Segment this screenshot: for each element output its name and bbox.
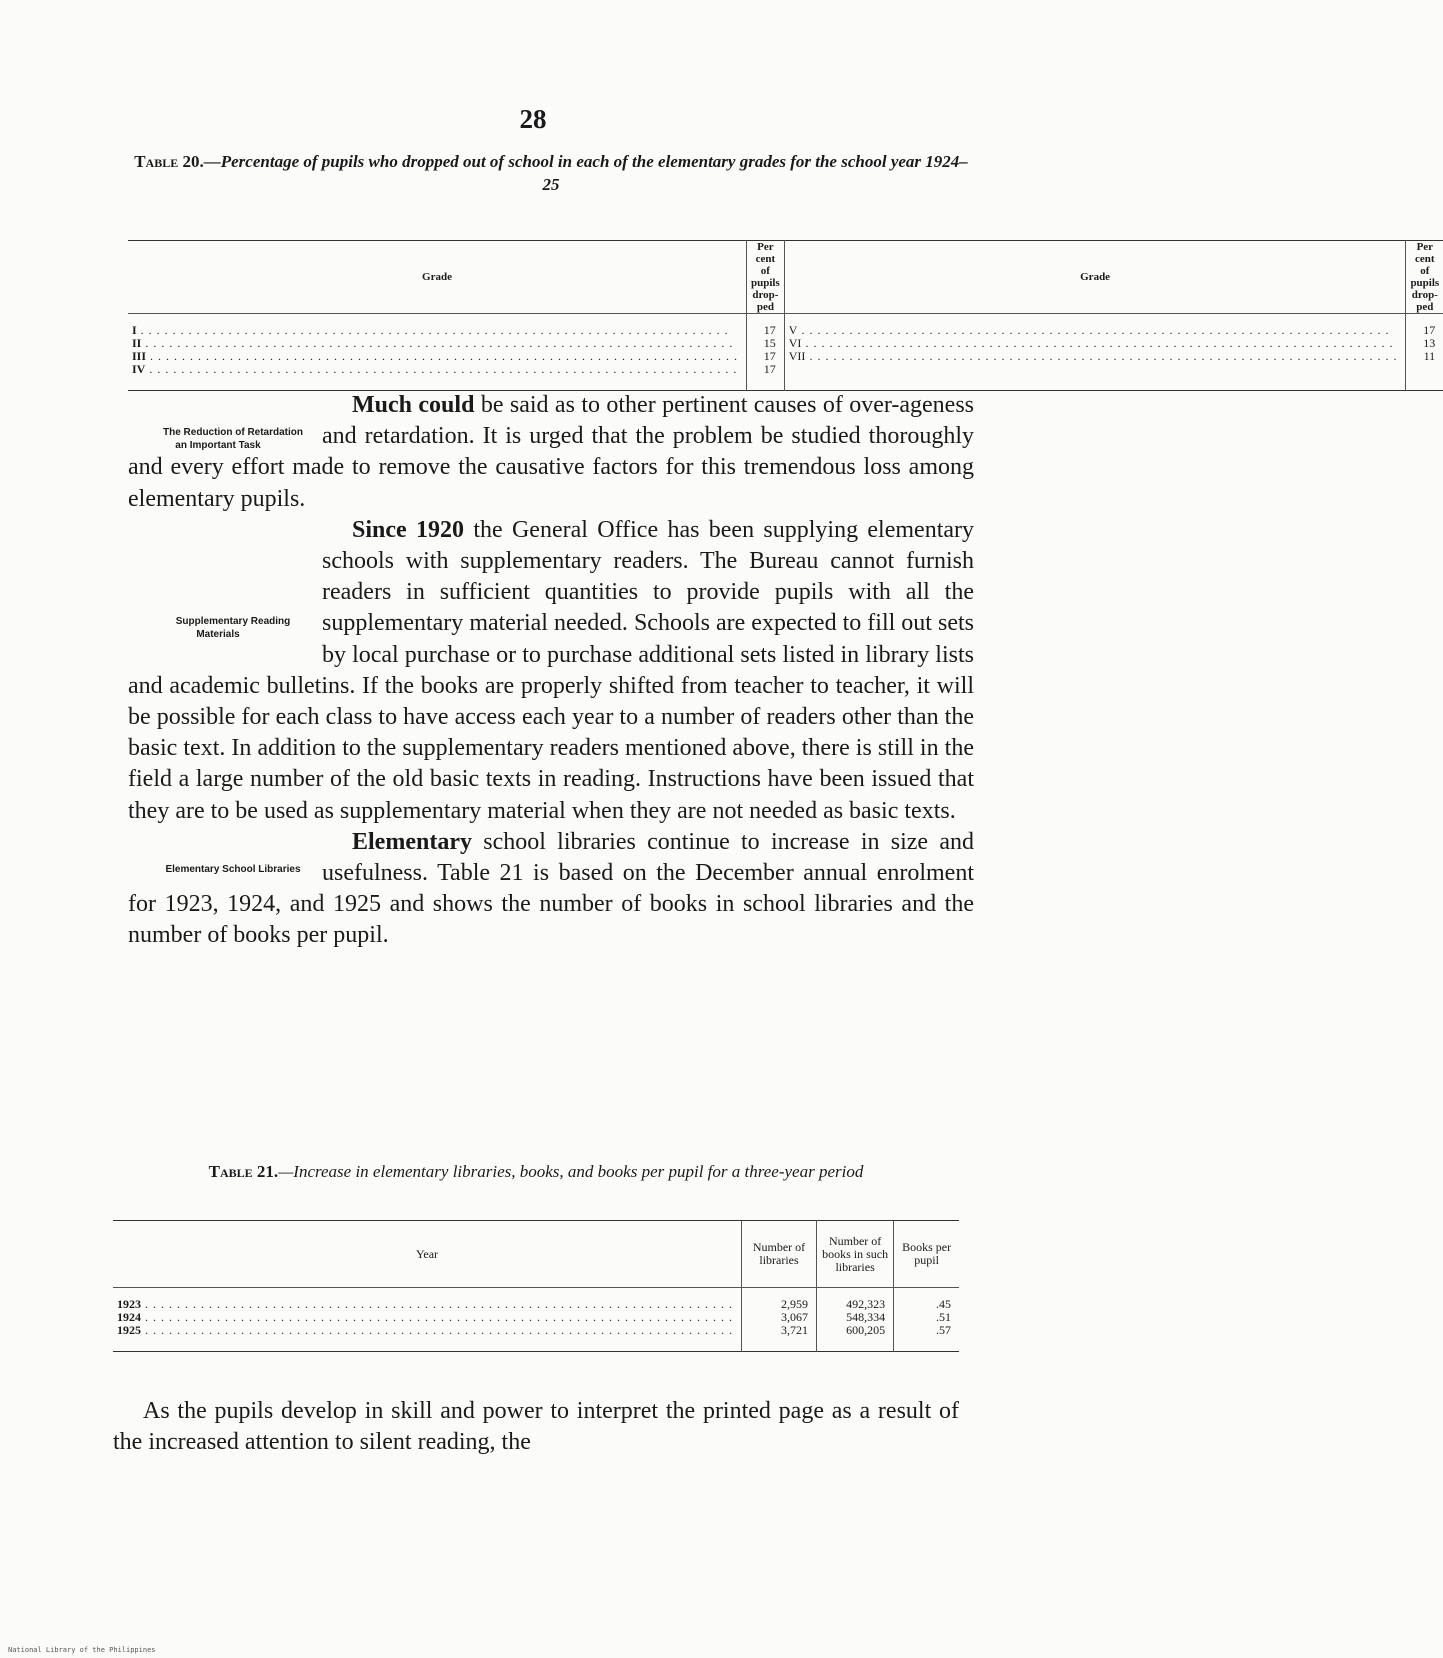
table-21-books	[817, 1288, 894, 1352]
closing-paragraph	[113, 1396, 959, 1458]
table-21-caption-text: —Increase in elementary libraries, books, and books per pupil for a three-year period	[278, 1162, 864, 1181]
table-20-grade: VI . . .	[789, 337, 1398, 350]
table-21-per-pupil-value: .57	[936, 1323, 951, 1337]
table-20-caption-text: —Percentage of pupils who dropped out of school in each of the elementary grades for the school year 1924–25	[203, 152, 968, 194]
table-20-pcts-right	[1406, 314, 1443, 391]
table-20-grade: IV . . .	[132, 363, 738, 376]
table-21-libraries	[742, 1288, 817, 1352]
paragraph-lead: Elementary	[352, 828, 472, 855]
table-20-pct: 17	[763, 362, 776, 376]
paragraph-lead: Since 1920	[352, 516, 464, 543]
library-stamp: National Library of the Philippines	[8, 1646, 156, 1654]
table-20-pcts-left	[747, 314, 785, 391]
table-21-per-pupil	[894, 1288, 959, 1352]
table-21-header-libraries: Number of libraries	[742, 1221, 817, 1288]
paragraph-libraries	[128, 827, 974, 952]
table-21-body-row	[113, 1288, 959, 1352]
table-21-libraries-value: 3,067	[781, 1310, 809, 1324]
sidenote-libraries: Elementary School Libraries	[165, 863, 301, 875]
table-21-year: 1924 . . .	[117, 1311, 733, 1324]
table-21-caption	[113, 1160, 959, 1183]
table-21-libraries-value: 2,959	[781, 1297, 809, 1311]
table-21-header-year: Year	[113, 1221, 742, 1288]
table-21-per-pupil-value: .51	[936, 1310, 951, 1324]
table-21-year: 1925 . . .	[117, 1324, 733, 1337]
table-20-grade: I . . .	[132, 324, 738, 337]
table-20-pct: 13	[1423, 336, 1436, 350]
sidenote-supplementary: Supplementary Reading Materials	[175, 615, 291, 640]
table-21-per-pupil-value: .45	[936, 1297, 951, 1311]
paragraph-lead: Much could	[352, 392, 475, 418]
table-20-grades-right	[784, 314, 1406, 391]
table-21-header-row	[113, 1221, 959, 1288]
table-21-header-books: Number of books in such libraries	[817, 1221, 894, 1288]
table-21-label: Table 21.	[208, 1162, 279, 1181]
table-20-header-pct-right: Per cent of pupils drop-ped	[1406, 241, 1443, 314]
table-20-header-grade-left: Grade	[128, 241, 747, 314]
table-20-label: Table 20.	[134, 152, 204, 171]
table-21	[113, 1220, 959, 1352]
page-number: 28	[519, 104, 547, 134]
table-21-books-value: 492,323	[846, 1297, 886, 1311]
table-20-pct: 17	[763, 323, 776, 337]
paragraph-supplementary	[128, 515, 974, 827]
table-20-pct: 11	[1423, 349, 1436, 363]
table-20-pct: 17	[1423, 323, 1436, 337]
table-21-books-value: 600,205	[846, 1323, 886, 1337]
paragraph-text: be said as to other pertinent causes of over-ageness and retardation. It is urged that the problem be studied thoroughly and every effort made to remove the causative factors for this tremendous loss among elementary pupils.	[128, 392, 975, 512]
table-20-grade: III . . .	[132, 350, 738, 363]
table-20-body-row	[128, 314, 1443, 391]
table-20	[128, 240, 1443, 391]
table-21-header-per-pupil: Books per pupil	[894, 1221, 959, 1288]
table-20-pct: 15	[763, 336, 776, 350]
table-21-year: 1923 . . .	[117, 1298, 733, 1311]
table-20-grade: V . . .	[789, 324, 1398, 337]
table-20-grade: II . . .	[132, 337, 738, 350]
table-20-header-pct-left: Per cent of pupils drop-ped	[747, 241, 785, 314]
paragraph-closing: As the pupils develop in skill and power to interpret the printed page as a result of the increased attention to silent reading, the	[113, 1398, 959, 1456]
table-20-grades-left	[128, 314, 747, 391]
table-20-header-grade-right: Grade	[784, 241, 1406, 314]
sidenote-retardation: The Reduction of Retardation an Important Task	[163, 427, 303, 451]
paragraph-text: school libraries continue to increase in size and usefulness. Table 21 is based on the December annual enrolment for 1923, 1924, and 1925 and shows the number of books in school libraries and the number of books per pupil.	[128, 828, 974, 949]
table-20-pct: 17	[763, 349, 776, 363]
table-20-header-row	[128, 241, 1443, 314]
paragraph-text: the General Office has been supplying elementary schools with supplementary readers. The Bureau cannot furnish readers in sufficient quantities to provide pupils with all the supplementary material needed. Schools are expected to fill out sets by local purchase or to purchase additional sets listed in library lists and academic bulletins. If the books are properly shifted from teacher to teacher, it will be possible for each class to have access each year to a number of readers other than the basic text. In addition to the supplementary readers mentioned above, there is still in the field a large number of the old basic texts in reading. Instructions have been issued that they are to be used as supplementary material when they are not needed as basic texts.	[128, 516, 974, 824]
table-21-libraries-value: 3,721	[781, 1323, 809, 1337]
paragraph-retardation	[128, 390, 974, 515]
table-21-books-value: 548,334	[846, 1310, 886, 1324]
table-21-years	[113, 1288, 742, 1352]
body-text	[128, 390, 974, 952]
table-20-grade: VII . . .	[789, 350, 1398, 363]
table-20-caption	[128, 150, 974, 196]
